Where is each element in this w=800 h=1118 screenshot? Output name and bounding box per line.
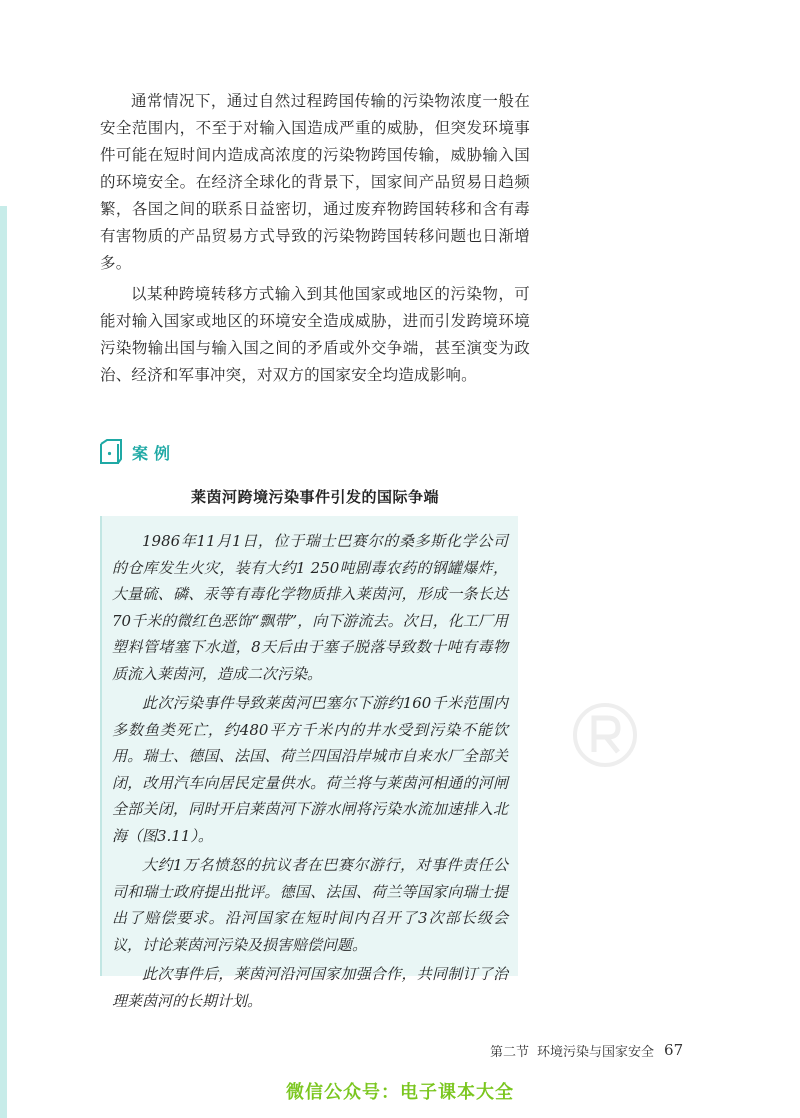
footer-chapter-title: 环境污染与国家安全 [537,1044,655,1060]
registered-mark-icon [560,690,650,780]
case-label: 案例 [132,443,177,463]
footer-section: 第二节 [490,1044,530,1060]
case-title: 莱茵河跨境污染事件引发的国际争端 [190,488,439,506]
case-paragraph: 1986年11月1日，位于瑞士巴赛尔的桑多斯化学公司的仓库发生火灾，装有大约1 250吨剧毒农药的钢罐爆炸，大量硫、磷、汞等有毒化学物质排入莱茵河，形成一条长达70千米的微红色恶饰“飘带”，向下游流去。次日，化工厂用塑料管堵塞下水道，8天后由于塞子脱落导致数十吨有毒物质流入莱茵河，造成二次污染。 [112,532,508,683]
bottom-banner: 微信公众号：电子课本大全 [286,1082,514,1103]
intro-text [100,88,530,393]
case-body [112,528,508,1017]
case-paragraph: 大约1万名愤怒的抗议者在巴赛尔游行，对事件责任公司和瑞士政府提出批评。德国、法国、荷兰等国家向瑞士提出了赔偿要求。沿河国家在短时间内召开了3次部长级会议，讨论莱茵河污染及损害赔偿问题。 [112,856,508,954]
intro-paragraph: 通常情况下，通过自然过程跨国传输的污染物浓度一般在安全范围内，不至于对输入国造成严重的威胁，但突发环境事件可能在短时间内造成高浓度的污染物跨国传输，威胁输入国的环境安全。在经济全球化的背景下，国家间产品贸易日趋频繁，各国之间的联系日益密切，通过废弃物跨国转移和含有毒有害物质的产品贸易方式导致的污染物跨国转移问题也日渐增多。 [100,92,530,272]
case-paragraph: 此次事件后，莱茵河沿河国家加强合作，共同制订了治理莱茵河的长期计划。 [112,965,508,1010]
left-edge-bar [0,206,7,1118]
open-book-icon [98,438,124,466]
page-footer [490,1040,700,1060]
page-number: 67 [664,1041,684,1059]
case-header [98,437,176,467]
case-paragraph: 此次污染事件导致莱茵河巴塞尔下游约160千米范围内多数鱼类死亡，约480平方千米内的井水受到污染不能饮用。瑞士、德国、法国、荷兰四国沿岸城市自来水厂全部关闭，改用汽车向居民定量供水。荷兰将与莱茵河相通的河闸全部关闭，同时开启莱茵河下游水闸将污染水流加速排入北海（图3.11）。 [112,694,508,845]
intro-paragraph: 以某种跨境转移方式输入到其他国家或地区的污染物，可能对输入国家或地区的环境安全造成威胁，进而引发跨境环境污染物输出国与输入国之间的矛盾或外交争端，甚至演变为政治、经济和军事冲突，对双方的国家安全均造成影响。 [100,285,530,384]
